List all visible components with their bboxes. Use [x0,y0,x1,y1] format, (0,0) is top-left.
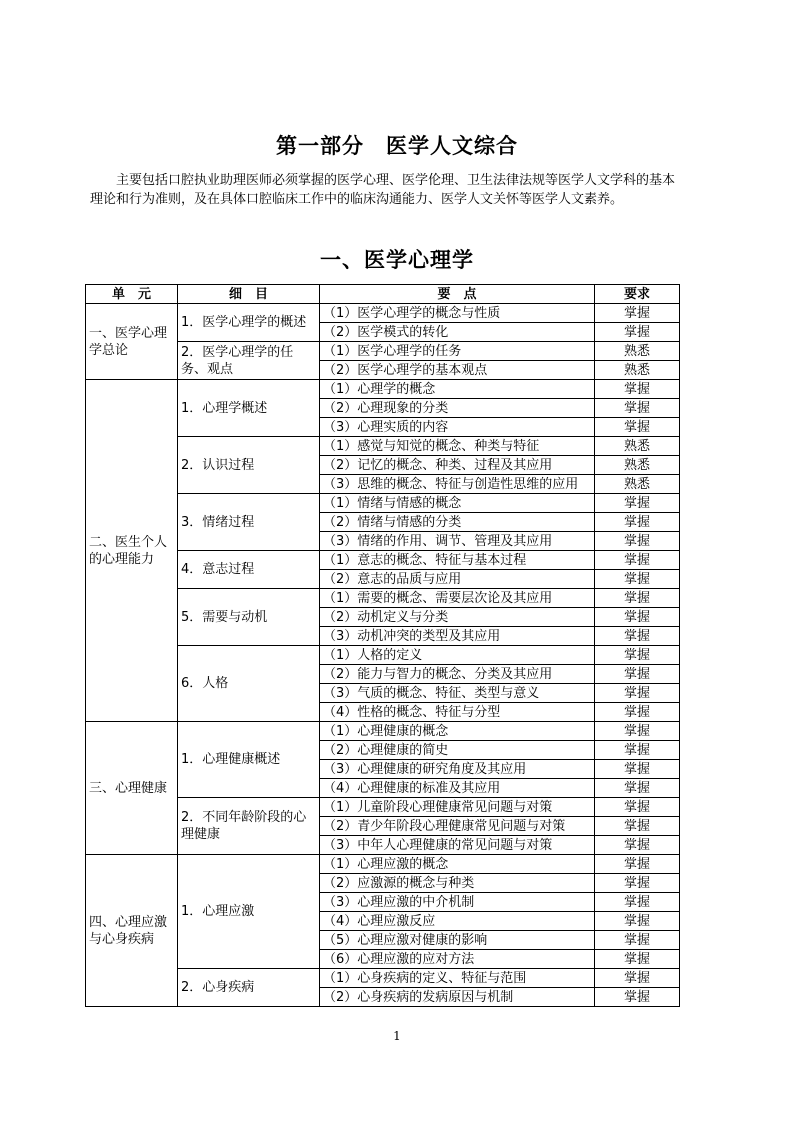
point-cell: （3）心理应激的中介机制 [320,893,595,912]
requirement-cell: 掌握 [595,931,680,950]
topic-cell: 4．意志过程 [178,551,320,589]
requirement-cell: 掌握 [595,798,680,817]
requirement-cell: 掌握 [595,741,680,760]
requirement-cell: 掌握 [595,494,680,513]
requirement-cell: 熟悉 [595,437,680,456]
requirement-cell: 掌握 [595,779,680,798]
unit-cell: 三、心理健康 [86,722,178,855]
point-cell: （1）感觉与知觉的概念、种类与特征 [320,437,595,456]
point-cell: （3）心理健康的研究角度及其应用 [320,760,595,779]
point-cell: （1）医学心理学的概念与性质 [320,304,595,323]
intro-paragraph: 主要包括口腔执业助理医师必须掌握的医学心理、医学伦理、卫生法律法规等医学人文学科的基本理论和行为准则，及在具体口腔临床工作中的临床沟通能力、医学人文关怀等医学人文素养。 [90,173,676,207]
topic-cell: 5．需要与动机 [178,589,320,646]
requirement-cell: 掌握 [595,665,680,684]
point-cell: （5）心理应激对健康的影响 [320,931,595,950]
point-cell: （1）情绪与情感的概念 [320,494,595,513]
table-header-row [86,285,680,304]
header-requirement: 要求 [595,285,680,304]
syllabus-table [85,284,680,1007]
topic-cell: 2．医学心理学的任务、观点 [178,342,320,380]
requirement-cell: 掌握 [595,684,680,703]
point-cell: （4）心理应激反应 [320,912,595,931]
table-row [86,304,680,323]
point-cell: （2）医学心理学的基本观点 [320,361,595,380]
requirement-cell: 掌握 [595,532,680,551]
topic-cell: 6．人格 [178,646,320,722]
requirement-cell: 掌握 [595,380,680,399]
point-cell: （3）思维的概念、特征与创造性思维的应用 [320,475,595,494]
point-cell: （1）儿童阶段心理健康常见问题与对策 [320,798,595,817]
point-cell: （1）心理应激的概念 [320,855,595,874]
topic-cell: 2．心身疾病 [178,969,320,1007]
point-cell: （1）医学心理学的任务 [320,342,595,361]
point-cell: （1）人格的定义 [320,646,595,665]
point-cell: （2）青少年阶段心理健康常见问题与对策 [320,817,595,836]
requirement-cell: 掌握 [595,874,680,893]
topic-cell: 1．心理应激 [178,855,320,969]
table-row [86,380,680,399]
page-title: 第一部分 医学人文综合 [276,133,518,158]
point-cell: （2）动机定义与分类 [320,608,595,627]
topic-cell: 2．不同年龄阶段的心理健康 [178,798,320,855]
requirement-cell: 掌握 [595,570,680,589]
header-unit: 单 元 [86,285,178,304]
topic-cell: 1．心理健康概述 [178,722,320,798]
point-cell: （2）心理现象的分类 [320,399,595,418]
point-cell: （6）心理应激的应对方法 [320,950,595,969]
requirement-cell: 掌握 [595,323,680,342]
point-cell: （3）动机冲突的类型及其应用 [320,627,595,646]
requirement-cell: 掌握 [595,722,680,741]
requirement-cell: 熟悉 [595,456,680,475]
unit-cell: 二、医生个人的心理能力 [86,380,178,722]
header-topic: 细 目 [178,285,320,304]
table-row [86,722,680,741]
topic-cell: 1．心理学概述 [178,380,320,437]
requirement-cell: 掌握 [595,418,680,437]
requirement-cell: 熟悉 [595,475,680,494]
point-cell: （2）医学模式的转化 [320,323,595,342]
point-cell: （1）心身疾病的定义、特征与范围 [320,969,595,988]
point-cell: （1）心理健康的概念 [320,722,595,741]
requirement-cell: 掌握 [595,760,680,779]
point-cell: （2）能力与智力的概念、分类及其应用 [320,665,595,684]
requirement-cell: 掌握 [595,912,680,931]
requirement-cell: 熟悉 [595,342,680,361]
requirement-cell: 掌握 [595,817,680,836]
requirement-cell: 掌握 [595,703,680,722]
point-cell: （1）意志的概念、特征与基本过程 [320,551,595,570]
requirement-cell: 掌握 [595,513,680,532]
point-cell: （4）心理健康的标准及其应用 [320,779,595,798]
table-row [86,855,680,874]
section-title: 一、医学心理学 [320,247,474,272]
point-cell: （3）情绪的作用、调节、管理及其应用 [320,532,595,551]
topic-cell: 1．医学心理学的概述 [178,304,320,342]
syllabus-body [86,304,680,1007]
point-cell: （2）意志的品质与应用 [320,570,595,589]
page-number: 1 [393,1029,401,1043]
requirement-cell: 熟悉 [595,361,680,380]
point-cell: （2）心身疾病的发病原因与机制 [320,988,595,1007]
point-cell: （2）应激源的概念与种类 [320,874,595,893]
requirement-cell: 掌握 [595,855,680,874]
point-cell: （2）心理健康的简史 [320,741,595,760]
point-cell: （2）记忆的概念、种类、过程及其应用 [320,456,595,475]
requirement-cell: 掌握 [595,950,680,969]
point-cell: （2）情绪与情感的分类 [320,513,595,532]
unit-cell: 一、医学心理学总论 [86,304,178,380]
requirement-cell: 掌握 [595,646,680,665]
point-cell: （1）心理学的概念 [320,380,595,399]
requirement-cell: 掌握 [595,969,680,988]
point-cell: （3）气质的概念、特征、类型与意义 [320,684,595,703]
requirement-cell: 掌握 [595,836,680,855]
unit-cell: 四、心理应激与心身疾病 [86,855,178,1007]
point-cell: （4）性格的概念、特征与分型 [320,703,595,722]
requirement-cell: 掌握 [595,399,680,418]
requirement-cell: 掌握 [595,304,680,323]
requirement-cell: 掌握 [595,988,680,1007]
point-cell: （3）中年人心理健康的常见问题与对策 [320,836,595,855]
requirement-cell: 掌握 [595,608,680,627]
requirement-cell: 掌握 [595,627,680,646]
requirement-cell: 掌握 [595,893,680,912]
point-cell: （3）心理实质的内容 [320,418,595,437]
header-point: 要 点 [320,285,595,304]
point-cell: （1）需要的概念、需要层次论及其应用 [320,589,595,608]
topic-cell: 2．认识过程 [178,437,320,494]
topic-cell: 3．情绪过程 [178,494,320,551]
requirement-cell: 掌握 [595,551,680,570]
requirement-cell: 掌握 [595,589,680,608]
